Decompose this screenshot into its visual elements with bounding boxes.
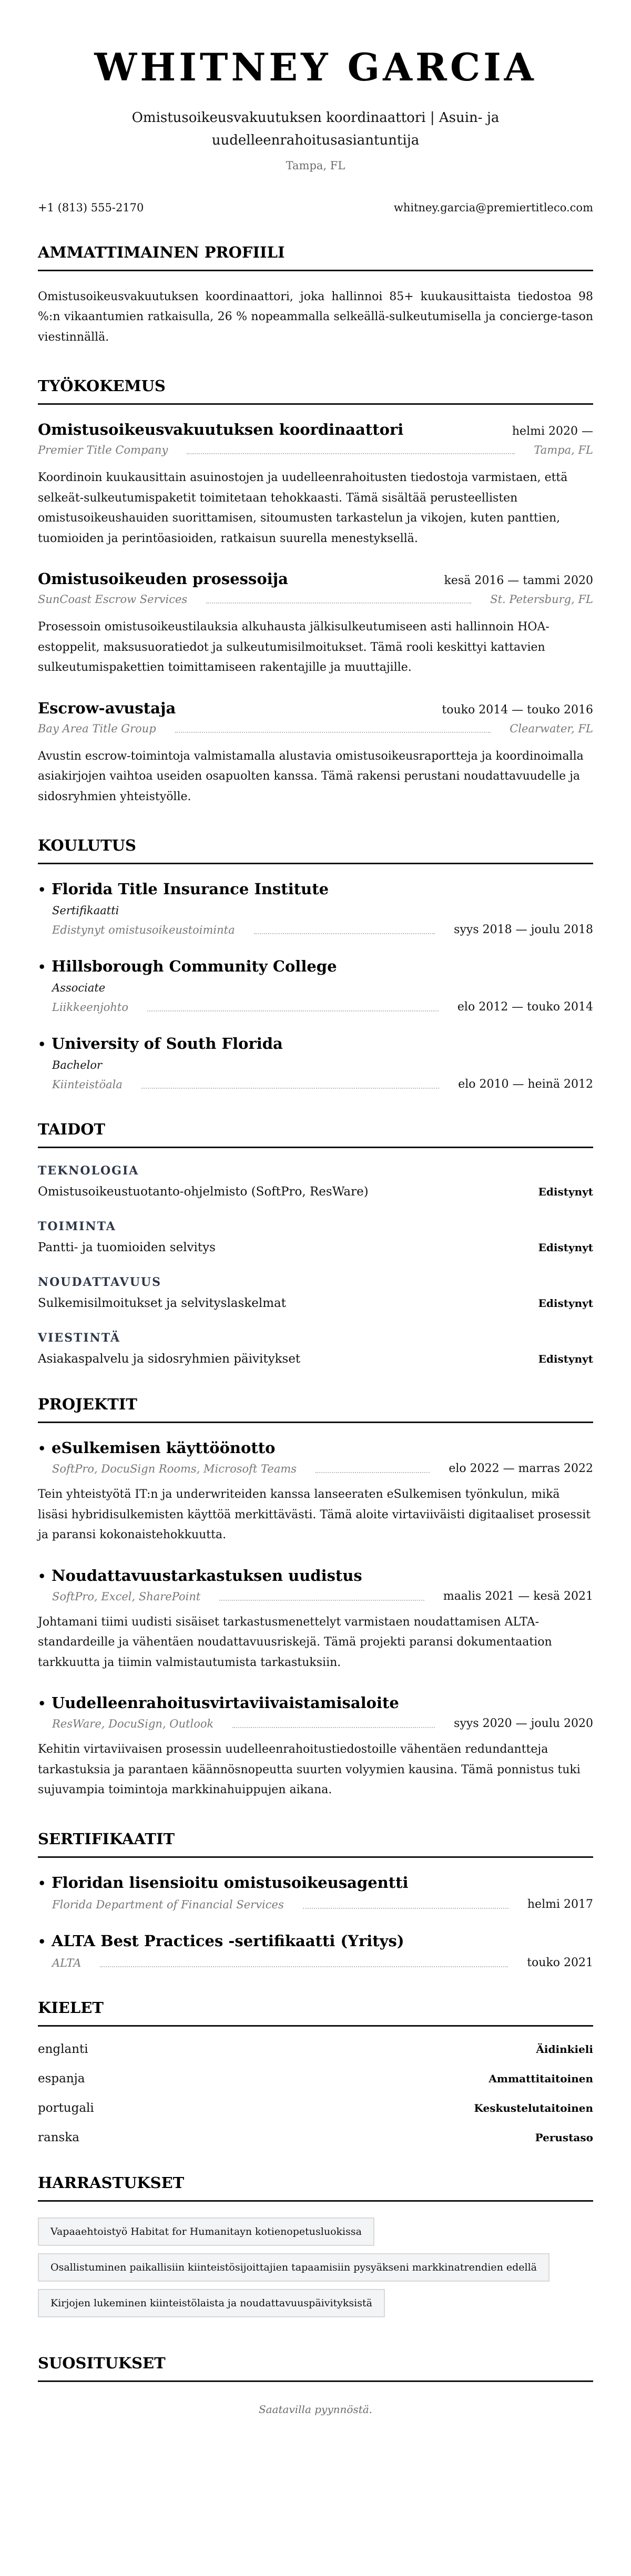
dotted-leader [206, 602, 471, 604]
profile-text: Omistusoikeusvakuutuksen koordinaattori, joka hallinnoi 85+ kuukausittaista tiedostoa 98 %:n vikaantumien ratkaisulla, 26 % nopeammalla selkeällä-sulkeutumisella ja concierge-tason viestinnällä. [38, 290, 593, 344]
certification-date: touko 2021 [527, 1956, 593, 1969]
job-title: Escrow-avustaja [38, 699, 176, 717]
resume-header [38, 46, 593, 172]
job-title: Omistusoikeuden prosessoija [38, 570, 288, 588]
company-name: SunCoast Escrow Services [38, 593, 188, 606]
certification-name: ALTA Best Practices -sertifikaatti (Yritys) [52, 1931, 404, 1950]
bullet-icon: • [38, 1934, 46, 1949]
skill-category: TOIMINTA [38, 1220, 116, 1234]
project-description: Tein yhteistyötä IT:n ja underwriteiden kanssa lanseeraten eSulkemisen työnkulun, mikä lisäsi hybridisulkemisten käyttöä merkittävästi. Tämä aloite virtaviiväisti digitaaliset prosessit ja paransi kokonaistehokkuutta. [38, 1488, 591, 1542]
job-location: Clearwater, FL [510, 722, 593, 735]
job-dates: helmi 2020 — [512, 425, 593, 438]
language-level: Ammattitaitoinen [488, 2072, 593, 2085]
project-dates: elo 2022 — marras 2022 [449, 1462, 593, 1476]
skill-name: Sulkemisilmoitukset ja selvityslaskelmat [38, 1296, 286, 1311]
school-name: University of South Florida [52, 1035, 283, 1053]
job-description: Prosessoin omistusoikeustilauksia alkuhausta jälkisulkeutumiseen asti hallinnoin HOA-estoppelit, maksusuoratiedot ja sulkeutumisilmoitukset. Tämä rooli keskittyi kattavien sulkeutumispakettien toimittamiseen rakentajille ja muuttajille. [38, 620, 549, 674]
education-dates: elo 2012 — touko 2014 [457, 1000, 593, 1014]
job-location: St. Petersburg, FL [490, 593, 593, 606]
skill-row [38, 1241, 593, 1254]
project-name: Uudelleenrahoitusvirtaviivaistamisaloite [52, 1694, 399, 1712]
skill-category: NOUDATTAVUUS [38, 1275, 161, 1290]
dotted-leader [219, 1600, 424, 1601]
language-row [38, 2131, 593, 2144]
job-dates: touko 2014 — touko 2016 [442, 703, 593, 717]
field-of-study: Edistynyt omistusoikeustoiminta [52, 924, 235, 937]
language-row [38, 2042, 593, 2056]
section-title: SUOSITUKSET [38, 2354, 593, 2382]
dotted-leader [232, 1727, 435, 1728]
skill-row [38, 1296, 593, 1310]
bullet-icon: • [38, 882, 46, 898]
bullet-icon: • [38, 1441, 46, 1457]
project-tools: SoftPro, DocuSign Rooms, Microsoft Teams [52, 1463, 297, 1476]
dotted-leader [187, 453, 515, 454]
education-entry [38, 1035, 593, 1091]
job-entry [38, 699, 593, 807]
project-name: Noudattavuustarkastuksen uudistus [52, 1566, 362, 1585]
language-row [38, 2101, 593, 2115]
skill-level: Edistynyt [538, 1353, 593, 1366]
project-dates: maalis 2021 — kesä 2021 [443, 1589, 593, 1603]
hobbies-section [38, 2174, 593, 2325]
company-name: Bay Area Title Group [38, 722, 156, 735]
bullet-icon: • [38, 1696, 46, 1712]
candidate-headline: Omistusoikeusvakuutuksen koordinaattori | Asuin- ja uudelleenrahoitusasiantuntija [131, 110, 500, 149]
certification-issuer: ALTA [52, 1956, 82, 1969]
experience-section [38, 377, 593, 807]
certification-entry [38, 1874, 593, 1911]
section-title: AMMATTIMAINEN PROFIILI [38, 243, 593, 271]
section-title: KIELET [38, 1999, 593, 2027]
project-tools: ResWare, DocuSign, Outlook [52, 1718, 214, 1731]
skill-row [38, 1185, 593, 1199]
section-title: TYÖKOKEMUS [38, 377, 593, 405]
references-section [38, 2354, 593, 2416]
email-address[interactable]: whitney.garcia@premiertitleco.com [393, 201, 593, 214]
job-description: Koordinoin kuukausittain asuinostojen ja uudelleenrahoitusten tiedostoja varmistaen, että selkeät-sulkeutumispaketit toimitetaan tehokkaasti. Tämä sisältää perusteellisten omistusoikeushauiden suorittamisen, sitoumusten tarkastelun ja vikojen, kuten panttien, tuomioiden ja perintöasioiden, ratkaisun suurella menestyksellä. [38, 471, 568, 545]
bullet-icon: • [38, 1568, 46, 1584]
job-description: Avustin escrow-toimintoja valmistamalla alustavia omistusoikeusraportteja ja koordinoimalla asiakirjojen vaihtoa useiden osapuolten kanssa. Tämä rakensi perustani noudattavuudelle ja sidosryhmien yhteistyölle. [38, 749, 584, 803]
field-of-study: Kiinteistöala [52, 1078, 123, 1091]
language-level: Perustaso [535, 2131, 593, 2144]
skill-name: Pantti- ja tuomioiden selvitys [38, 1241, 216, 1255]
skill-row [38, 1352, 593, 1366]
language-level: Keskustelutaitoinen [474, 2101, 593, 2114]
dotted-leader [316, 1472, 430, 1473]
job-location: Tampa, FL [534, 444, 593, 457]
job-title: Omistusoikeusvakuutuksen koordinaattori [38, 421, 404, 439]
profile-section [38, 243, 593, 348]
degree: Sertifikaatti [52, 904, 119, 917]
project-entry [38, 1694, 593, 1801]
phone-number[interactable]: +1 (813) 555-2170 [38, 201, 144, 214]
skill-level: Edistynyt [538, 1185, 593, 1199]
project-dates: syys 2020 — joulu 2020 [454, 1717, 593, 1731]
references-text: Saatavilla pyynnöstä. [258, 2403, 373, 2416]
education-entry [38, 957, 593, 1014]
language-row [38, 2072, 593, 2086]
company-name: Premier Title Company [38, 444, 168, 457]
dotted-leader [100, 1966, 508, 1967]
education-dates: elo 2010 — heinä 2012 [458, 1078, 593, 1091]
section-title: SERTIFIKAATIT [38, 1830, 593, 1858]
candidate-location: Tampa, FL [286, 159, 345, 172]
field-of-study: Liikkeenjohto [52, 1001, 128, 1014]
skills-section [38, 1120, 593, 1366]
skill-level: Edistynyt [538, 1241, 593, 1254]
bullet-icon: • [38, 959, 46, 975]
dotted-leader [254, 933, 435, 934]
candidate-name: WHITNEY GARCIA [94, 45, 537, 89]
project-entry [38, 1439, 593, 1546]
dotted-leader [303, 1908, 508, 1909]
section-title: HARRASTUKSET [38, 2174, 593, 2202]
language-name: portugali [38, 2101, 94, 2115]
certification-issuer: Florida Department of Financial Services [52, 1898, 284, 1911]
bullet-icon: • [38, 1875, 46, 1891]
section-title: PROJEKTIT [38, 1395, 593, 1423]
language-name: englanti [38, 2042, 88, 2056]
language-name: ranska [38, 2130, 79, 2144]
skill-category: TEKNOLOGIA [38, 1164, 139, 1178]
certification-name: Floridan lisensioitu omistusoikeusagentti [52, 1873, 409, 1892]
dotted-leader [175, 732, 491, 733]
project-entry [38, 1567, 593, 1673]
skill-name: Omistusoikeustuotanto-ohjelmisto (SoftPro, ResWare) [38, 1185, 369, 1199]
school-name: Hillsborough Community College [52, 957, 337, 976]
skill-name: Asiakaspalvelu ja sidosryhmien päivitykset [38, 1352, 301, 1366]
education-section [38, 836, 593, 1091]
dotted-leader [141, 1088, 439, 1089]
language-name: espanja [38, 2071, 85, 2086]
project-tools: SoftPro, Excel, SharePoint [52, 1590, 201, 1603]
degree: Bachelor [52, 1059, 103, 1072]
project-description: Johtamani tiimi uudisti sisäiset tarkastusmenettelyt varmistaen noudattamisen ALTA-standardeille ja vähentäen noudattavuusriskejä. Tämä projekti paransi dokumentaation tarkkuutta ja tiimin valmistautumista tarkastuksiin. [38, 1615, 552, 1669]
languages-section [38, 1999, 593, 2144]
section-title: KOULUTUS [38, 836, 593, 864]
degree: Associate [52, 982, 106, 995]
language-level: Äidinkieli [536, 2042, 593, 2056]
project-name: eSulkemisen käyttöönotto [52, 1439, 276, 1457]
job-entry [38, 421, 593, 549]
bullet-icon: • [38, 1037, 46, 1052]
certification-date: helmi 2017 [527, 1897, 593, 1911]
skill-category: VIESTINTÄ [38, 1331, 121, 1345]
skill-level: Edistynyt [538, 1297, 593, 1310]
projects-section [38, 1395, 593, 1801]
job-entry [38, 570, 593, 678]
hobby-chip: Kirjojen lukeminen kiinteistölaista ja noudattavuuspäivityksistä [38, 2289, 385, 2317]
certification-entry [38, 1932, 593, 1969]
section-title: TAIDOT [38, 1120, 593, 1148]
project-description: Kehitin virtaviivaisen prosessin uudelleenrahoitustiedostoille vähentäen redundantteja tarkastuksia ja parantaen käännösnopeutta suurten volyymien kausina. Tämä ponnistus tuki sujuvampia toimintoja markkinahuippujen aikana. [38, 1743, 581, 1797]
education-entry [38, 880, 593, 936]
dotted-leader [147, 1010, 439, 1011]
job-dates: kesä 2016 — tammi 2020 [444, 574, 593, 588]
education-dates: syys 2018 — joulu 2018 [454, 923, 593, 937]
certifications-section [38, 1830, 593, 1969]
school-name: Florida Title Insurance Institute [52, 880, 329, 898]
hobby-chip: Osallistuminen paikallisiin kiinteistösijoittajien tapaamisiin pysyäkseni markkinatrendien edellä [38, 2253, 549, 2282]
hobby-chip: Vapaaehtoistyö Habitat for Humanitayn kotienopetusluokissa [38, 2217, 374, 2246]
contact-row [38, 201, 593, 214]
